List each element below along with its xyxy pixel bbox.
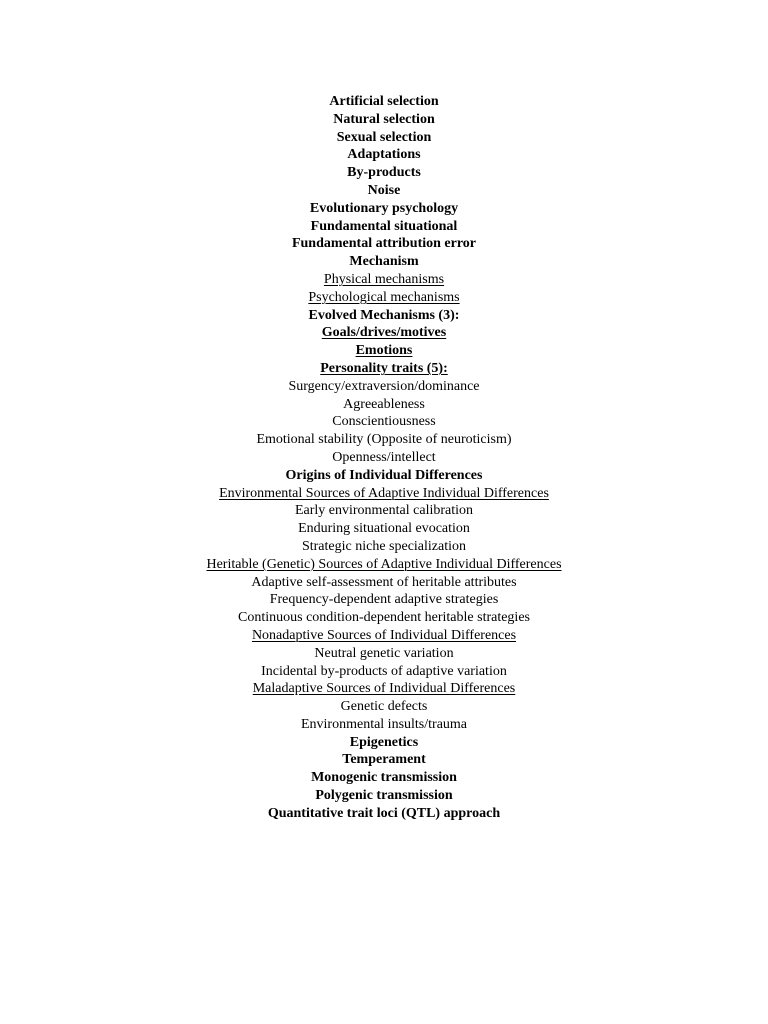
list-item: Origins of Individual Differences (285, 467, 483, 483)
list-item: Enduring situational evocation (298, 521, 470, 537)
list-item: Mechanism (349, 254, 419, 270)
list-item: Physical mechanisms (323, 271, 445, 287)
list-item: Continuous condition-dependent heritable strategies (238, 610, 530, 626)
list-item: Adaptations (347, 147, 421, 163)
list-item: Noise (367, 182, 401, 198)
list-item: Artificial selection (329, 94, 439, 109)
list-item: Emotions (355, 343, 413, 359)
list-item: Goals/drives/motives (321, 325, 447, 341)
list-item: Personality traits (5): (320, 360, 448, 376)
list-item: Heritable (Genetic) Sources of Adaptive Individual Differences (206, 556, 562, 572)
list-item: Incidental by-products of adaptive variation (261, 663, 507, 679)
list-item: Sexual selection (336, 129, 432, 145)
list-item: Genetic defects (340, 699, 428, 715)
list-item: Fundamental attribution error (291, 236, 477, 252)
list-item: Monogenic transmission (311, 770, 457, 786)
term-list (0, 93, 768, 823)
list-item: Psychological mechanisms (308, 289, 460, 305)
list-item: Adaptive self-assessment of heritable attributes (251, 574, 517, 590)
list-item: Quantitative trait loci (QTL) approach (267, 805, 501, 821)
list-item: Maladaptive Sources of Individual Differences (252, 681, 516, 697)
list-item: Nonadaptive Sources of Individual Differences (251, 627, 517, 643)
list-item: Surgency/extraversion/dominance (288, 378, 480, 394)
list-item: Epigenetics (349, 734, 419, 750)
list-item: Strategic niche specialization (301, 538, 467, 554)
list-item: Temperament (342, 752, 426, 768)
list-item: Environmental Sources of Adaptive Individual Differences (219, 485, 549, 501)
list-item: Frequency-dependent adaptive strategies (269, 592, 499, 608)
list-item: Early environmental calibration (294, 503, 474, 519)
list-item: Environmental insults/trauma (300, 716, 468, 732)
list-item: Conscientiousness (332, 414, 436, 430)
list-item: Neutral genetic variation (314, 645, 454, 661)
list-item: Emotional stability (Opposite of neuroticism) (256, 432, 512, 448)
list-item: Polygenic transmission (315, 788, 453, 804)
list-item: Openness/intellect (332, 449, 436, 465)
list-item: By-products (347, 165, 421, 181)
list-item: Evolved Mechanisms (3): (308, 307, 460, 323)
list-item: Natural selection (333, 111, 435, 127)
list-item: Evolutionary psychology (309, 200, 459, 216)
list-item: Fundamental situational (310, 218, 458, 234)
list-item: Agreeableness (343, 396, 425, 412)
